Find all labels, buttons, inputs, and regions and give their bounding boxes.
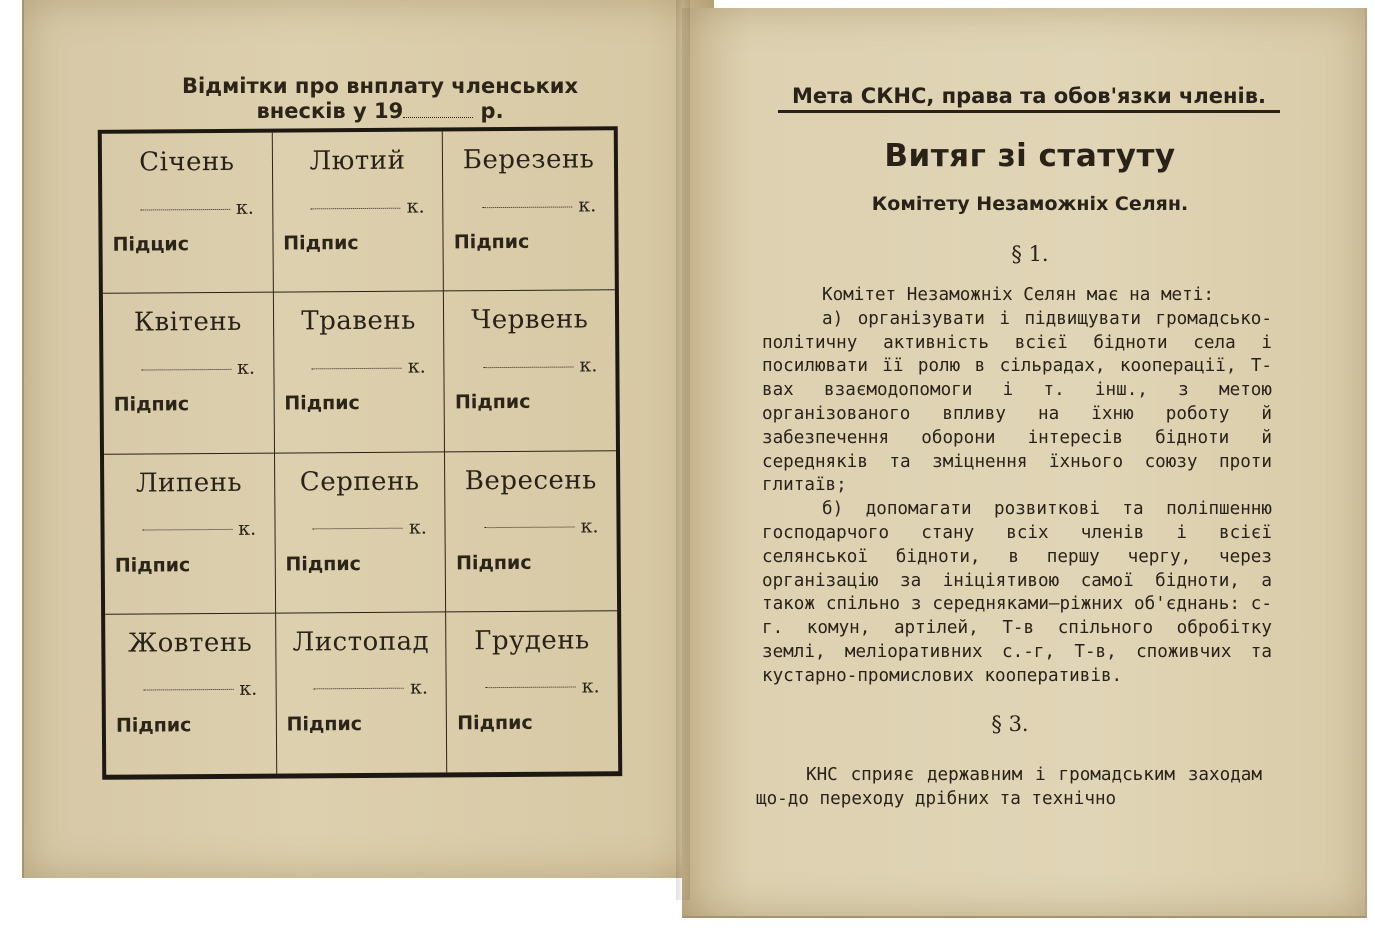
month-cell: [272, 131, 444, 292]
kop-label: к.: [409, 676, 429, 699]
amount-blank: [313, 528, 403, 530]
month-name: Березень: [462, 144, 595, 176]
amount-field: [113, 357, 263, 380]
kop-label: к.: [581, 675, 600, 698]
section-3-paragraph: КНС сприяє державним і громадським заходам що-до переходу дрібних та технічно: [756, 765, 1262, 809]
month-name: Серпень: [299, 466, 420, 497]
kop-label: к.: [406, 195, 425, 218]
statute-top-title: Мета СКНС, права та обов'язки членів.: [778, 84, 1280, 113]
month-cell: [446, 611, 618, 772]
signature-label: Підпис: [284, 392, 360, 415]
amount-field: [112, 197, 262, 220]
monthly-payments-table: [98, 126, 623, 780]
year-blank: [403, 117, 473, 118]
signature-label: Підпис: [457, 711, 533, 735]
section-3-text: [756, 764, 1262, 812]
month-name: Травень: [301, 305, 416, 337]
signature-label: Підпис: [286, 712, 363, 736]
kop-label: к.: [580, 514, 599, 537]
amount-blank: [482, 206, 572, 208]
amount-field: [114, 517, 264, 540]
amount-blank: [485, 527, 575, 529]
month-cell: [102, 133, 274, 294]
amount-blank: [142, 529, 232, 531]
amount-field: [284, 356, 434, 379]
amount-blank: [143, 689, 233, 691]
month-name: Червень: [471, 304, 589, 336]
kop-label: к.: [579, 354, 598, 377]
section-1-text: [762, 284, 1272, 689]
month-name: Квітень: [133, 307, 242, 338]
amount-field: [455, 355, 606, 378]
kop-label: к.: [238, 517, 257, 540]
kop-label: к.: [408, 516, 427, 539]
month-cell: [444, 290, 616, 451]
month-name: Лютий: [309, 145, 406, 177]
amount-field: [283, 195, 433, 218]
kop-label: к.: [235, 196, 255, 219]
kop-label: к.: [237, 356, 256, 380]
kop-label: к.: [239, 677, 258, 700]
signature-label: Підпис: [285, 552, 361, 576]
kop-label: к.: [407, 355, 426, 378]
payments-heading-year-prefix: внесків у 19: [256, 99, 404, 123]
month-cell: [445, 451, 617, 612]
statute-title: Витяг зі статуту: [884, 138, 1176, 174]
signature-label: Підцис: [112, 233, 190, 256]
signature-label: Підпис: [453, 230, 530, 254]
statute-subtitle: Комітету Незаможніх Селян.: [871, 193, 1189, 215]
signature-label: Підпис: [456, 551, 532, 574]
amount-blank: [312, 367, 402, 369]
month-name: Липень: [135, 467, 243, 499]
amount-field: [454, 194, 605, 217]
payments-heading: [120, 74, 640, 124]
kop-label: к.: [578, 194, 597, 217]
section-1-mark: § 1.: [1011, 242, 1049, 266]
signature-label: Підпис: [454, 391, 531, 414]
amount-blank: [483, 366, 573, 368]
amount-field: [285, 516, 435, 539]
month-cell: [105, 613, 277, 774]
payments-heading-suffix: р.: [480, 99, 504, 123]
signature-label: Підпис: [115, 713, 192, 737]
month-cell: [275, 452, 447, 613]
section-1-intro: Комітет Незаможніх Селян має на меті:: [822, 285, 1214, 305]
month-name: Вересень: [464, 464, 597, 496]
signature-label: Підпис: [114, 553, 191, 577]
amount-field: [116, 677, 266, 700]
amount-blank: [314, 688, 404, 690]
amount-field: [286, 676, 436, 699]
amount-field: [456, 515, 607, 538]
section-1-point-b: б) допомагати розвиткові та поліпшенню господарчого стану всіх членів і всієї селянської бідноти, в першу чергу, через організацію за ініціятивою самої бідноти, а також спільно з середняками—ріжних об'єднань: с-г. комун, артілей, Т-в спільного обробітку землі, меліоративних с.-г, Т-в, споживчих та кустарно-промислових кооперативів.: [762, 499, 1272, 686]
month-name: Січень: [139, 146, 235, 178]
month-cell: [276, 612, 448, 773]
booklet-spine: [676, 0, 690, 900]
amount-field: [457, 675, 608, 698]
signature-label: Підпис: [113, 393, 190, 416]
section-1-point-a: а) організувати і підвищувати громадсько-політичну активність всієї бідноти села і посилювати її ролю в сільрадах, кооперації, Т-вах взаємодопомоги і т. інш., з метою організованого впливу на їхню роботу й забезпечення оборони інтересів бідноти й середняків та зміцнення їхнього союзу проти глитаїв;: [762, 308, 1272, 496]
amount-blank: [486, 687, 576, 689]
payments-heading-line1: Відмітки про внплату членських: [181, 74, 579, 98]
amount-blank: [311, 207, 401, 209]
month-name: Грудень: [474, 625, 590, 656]
payments-heading-line2: [120, 99, 640, 124]
month-name: Листопад: [292, 626, 430, 658]
month-cell: [274, 292, 446, 453]
amount-blank: [140, 208, 230, 210]
month-cell: [103, 293, 275, 454]
month-name: Жовтень: [127, 627, 253, 659]
month-cell: [104, 453, 276, 614]
month-cell: [443, 130, 615, 291]
section-3-mark: § 3.: [991, 712, 1029, 736]
amount-blank: [141, 369, 231, 371]
signature-label: Підпис: [283, 232, 359, 255]
